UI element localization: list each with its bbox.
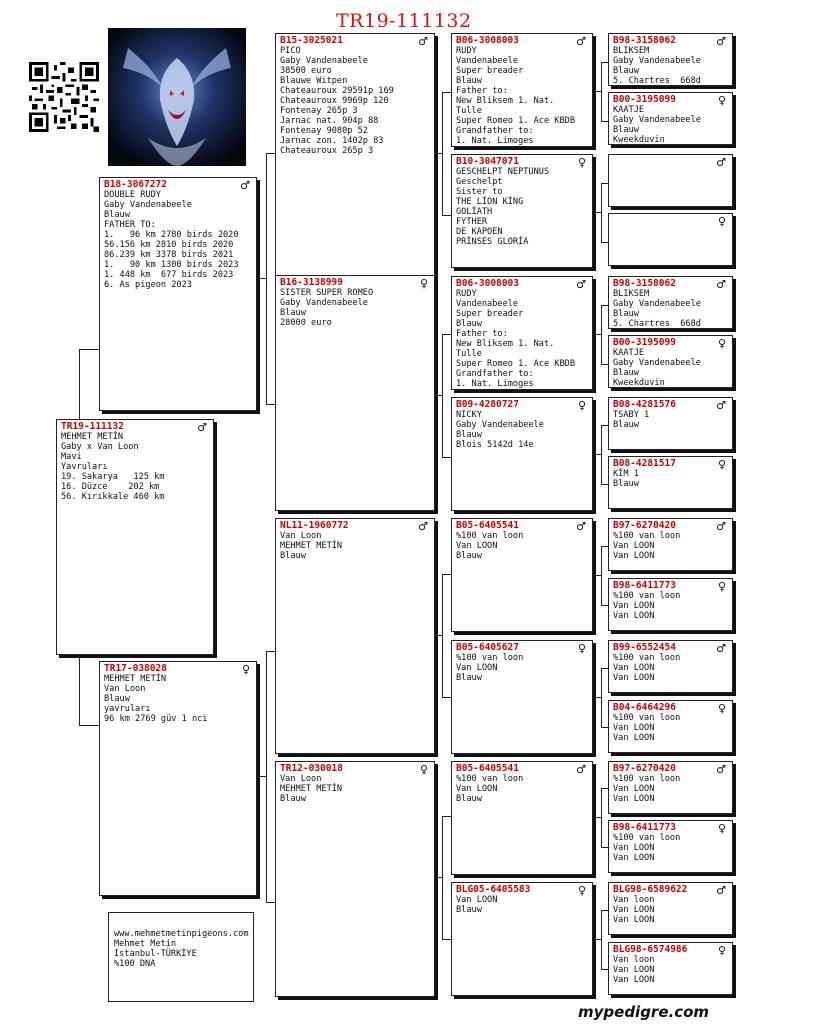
bird-card-ddds[interactable] xyxy=(608,882,733,935)
connector-line xyxy=(601,305,608,365)
male-icon: ♂ xyxy=(197,421,207,434)
ring-number: BLG05-6405583 xyxy=(456,884,531,895)
ring-number: B05-6405541 xyxy=(456,520,519,531)
detail-line: %100 van loon xyxy=(456,653,524,663)
bird-details xyxy=(613,105,728,145)
detail-line: 1. Nat. Limoges xyxy=(456,136,534,146)
connector-line xyxy=(594,575,601,576)
bird-details xyxy=(613,348,728,388)
bird-card-dam[interactable] xyxy=(99,661,257,896)
detail-line: Van LOON xyxy=(613,611,655,621)
bird-card-sdsd[interactable] xyxy=(608,335,733,388)
ring-number: B09-4280727 xyxy=(456,399,519,410)
detail-line: DOUBLE RUDY xyxy=(104,190,161,200)
connector-line xyxy=(436,395,442,396)
female-icon: ♀ xyxy=(419,763,428,776)
ring-number: BLG98-6589622 xyxy=(613,884,688,895)
ring-number: B98-6411773 xyxy=(613,822,676,833)
female-icon: ♀ xyxy=(717,702,726,715)
detail-line: Chateauroux 9969p 120 xyxy=(280,96,389,106)
detail-line: %100 van loon xyxy=(613,774,681,784)
ring-number: TR19-111132 xyxy=(61,421,124,432)
male-icon: ♂ xyxy=(240,179,250,192)
male-icon: ♂ xyxy=(576,278,586,291)
female-icon: ♀ xyxy=(577,642,586,655)
connector-line xyxy=(442,816,451,940)
detail-line: 16. Düzce 202 km xyxy=(61,482,160,492)
bird-card-subject[interactable] xyxy=(56,419,214,655)
bird-details xyxy=(613,289,728,329)
bird-details xyxy=(280,46,430,156)
connector-line xyxy=(594,454,601,455)
detail-line: 5. Chartres 668d xyxy=(613,76,701,86)
detail-line: Blauw xyxy=(613,66,639,76)
bird-details xyxy=(613,713,728,743)
female-icon: ♀ xyxy=(717,337,726,350)
detail-line: Super breader xyxy=(456,309,524,319)
detail-line: Tulle xyxy=(456,349,482,359)
detail-line: Mavi xyxy=(61,452,82,462)
detail-line: RUDY xyxy=(456,46,477,56)
detail-line: Van Loon xyxy=(280,531,322,541)
male-icon: ♂ xyxy=(716,156,726,169)
detail-line: Sister to xyxy=(456,187,503,197)
ring-number: B98-6411773 xyxy=(613,580,676,591)
detail-line: KAATJE xyxy=(613,105,645,115)
detail-line: Yavruları xyxy=(61,462,108,472)
detail-line: MEHMET METİN xyxy=(104,674,167,684)
qr-code[interactable] xyxy=(29,62,99,132)
detail-line: Van loon xyxy=(613,955,655,965)
male-icon: ♂ xyxy=(576,35,586,48)
brand-logo[interactable]: mypedigre.com xyxy=(578,1003,710,1021)
detail-line: 5. Chartres 668d xyxy=(613,319,701,329)
male-icon: ♂ xyxy=(576,763,586,776)
detail-line: Blauw xyxy=(456,76,482,86)
detail-line: Gaby Vandenabeele xyxy=(280,298,368,308)
detail-line: Gaby Vandenabeele xyxy=(104,200,192,210)
bird-details xyxy=(613,774,728,804)
bird-details xyxy=(61,432,209,502)
detail-line: Vandenabeele xyxy=(456,299,519,309)
male-icon: ♂ xyxy=(716,520,726,533)
detail-line: 6. As pigeon 2023 xyxy=(104,280,192,290)
bird-card-ssdd[interactable] xyxy=(608,213,733,266)
bird-details xyxy=(456,774,588,804)
ring-number: B10-3047071 xyxy=(456,156,519,167)
detail-line: Blauw xyxy=(613,420,639,430)
detail-line: 96 km 2769 güv 1 nci xyxy=(104,714,208,724)
connector-line xyxy=(266,651,275,903)
connector-line xyxy=(79,655,80,725)
male-icon: ♂ xyxy=(716,642,726,655)
female-icon: ♀ xyxy=(717,944,726,957)
connector-line xyxy=(594,697,601,698)
detail-line: New Bliksem 1. Nat. xyxy=(456,339,555,349)
detail-line: Blauw xyxy=(456,319,482,329)
detail-line: Van LOON xyxy=(613,673,655,683)
ring-number: TR12-030018 xyxy=(280,763,343,774)
connector-line xyxy=(442,574,451,698)
detail-line: 19. Sakarya 125 km xyxy=(61,472,165,482)
detail-line: KAATJE xyxy=(613,348,645,358)
detail-line: 1. 90 km 1300 birds 2023 xyxy=(104,260,239,270)
detail-line: Van LOON xyxy=(613,601,655,611)
detail-line: Van LOON xyxy=(613,794,655,804)
detail-line: 1. 448 km 677 birds 2023 xyxy=(104,270,234,280)
male-icon: ♂ xyxy=(716,763,726,776)
detail-line: Van LOON xyxy=(613,733,655,743)
detail-line: Van LOON xyxy=(613,915,655,925)
bird-card-dsdd[interactable] xyxy=(608,700,733,753)
detail-line: 86.239 km 3378 birds 2021 xyxy=(104,250,234,260)
connector-line xyxy=(79,349,80,419)
detail-line: Vandenabeele xyxy=(456,56,519,66)
detail-line: %100 van loon xyxy=(456,774,524,784)
bird-card-ddsd[interactable] xyxy=(608,820,733,873)
female-icon: ♀ xyxy=(717,94,726,107)
female-icon: ♀ xyxy=(419,277,428,290)
bird-card-ddd[interactable] xyxy=(451,882,593,996)
male-icon: ♂ xyxy=(716,884,726,897)
detail-line: Van LOON xyxy=(613,551,655,561)
detail-line: 28000 euro xyxy=(280,318,332,328)
detail-line: Blauw xyxy=(613,125,639,135)
bird-details xyxy=(280,774,430,804)
bird-details xyxy=(104,674,252,724)
detail-line: Chateauroux 265p 3 xyxy=(280,146,374,156)
male-icon: ♂ xyxy=(418,520,428,533)
female-icon: ♀ xyxy=(577,884,586,897)
bird-details xyxy=(456,653,588,683)
detail-line: yavruları xyxy=(104,704,151,714)
detail-line: Tulle xyxy=(456,106,482,116)
ring-number: B05-6405627 xyxy=(456,642,519,653)
detail-line: BLIKSEM xyxy=(613,289,650,299)
detail-line: TSABY 1 xyxy=(613,410,650,420)
ring-number: B18-3067272 xyxy=(104,179,167,190)
detail-line: Gaby Vandenabeele xyxy=(613,115,701,125)
detail-line: %100 van loon xyxy=(613,653,681,663)
detail-line: Grandfather to: xyxy=(456,126,534,136)
detail-line: Blauwe Witpen xyxy=(280,76,348,86)
bird-card-ssds[interactable] xyxy=(608,154,733,207)
bird-card-ssss[interactable] xyxy=(608,33,733,86)
connector-line xyxy=(594,939,601,940)
detail-line: PRİNSES GLORİA xyxy=(456,237,529,247)
detail-line: Blauw xyxy=(456,794,482,804)
female-icon: ♀ xyxy=(577,399,586,412)
detail-line: MEHMET METİN xyxy=(280,784,343,794)
detail-line: Fontenay 265p 3 xyxy=(280,106,358,116)
connector-line xyxy=(436,153,442,154)
detail-line: 1. Nat. Limoges xyxy=(456,379,534,389)
detail-line: Jarnac zon. 1402p 83 xyxy=(280,136,384,146)
bird-card-ddss[interactable] xyxy=(608,761,733,814)
detail-line: 38500 euro xyxy=(280,66,332,76)
bird-details xyxy=(456,410,588,450)
detail-line: %100 van loon xyxy=(613,833,681,843)
bird-details xyxy=(280,531,430,561)
ring-number: B05-6405541 xyxy=(456,763,519,774)
connector-line xyxy=(594,817,601,818)
bird-details xyxy=(613,410,728,430)
detail-line: Van LOON xyxy=(456,541,498,551)
connector-line xyxy=(601,546,608,606)
detail-line: Van LOON xyxy=(613,965,655,975)
detail-line: Blauw xyxy=(280,551,306,561)
female-icon: ♀ xyxy=(717,822,726,835)
detail-line: Gaby Vandenabeele xyxy=(280,56,368,66)
bird-card-ssd[interactable] xyxy=(451,154,593,268)
detail-line: FATHER TO: xyxy=(104,220,156,230)
connector-line xyxy=(258,278,266,279)
detail-line: Super breader xyxy=(456,66,524,76)
dragon-artwork-icon xyxy=(108,28,246,166)
detail-line: Geschelpt xyxy=(456,177,503,187)
detail-line: Fontenay 9080p 52 xyxy=(280,126,368,136)
detail-line: Gaby Vandenabeele xyxy=(613,56,701,66)
bird-details xyxy=(456,531,588,561)
connector-line xyxy=(436,877,442,878)
bird-card-dam-dam[interactable] xyxy=(275,761,435,997)
connector-line xyxy=(79,725,99,726)
bird-card-dssd[interactable] xyxy=(608,578,733,631)
owner-dna-note: %100 DNA xyxy=(114,959,156,969)
bird-card-dsd[interactable] xyxy=(451,640,593,754)
connector-line xyxy=(601,788,608,848)
detail-line: Blauw xyxy=(456,430,482,440)
bird-details xyxy=(613,469,728,489)
detail-line: Van LOON xyxy=(456,895,498,905)
female-icon: ♀ xyxy=(717,580,726,593)
detail-line: PICO xyxy=(280,46,301,56)
connector-line xyxy=(258,776,266,777)
owner-location: Istanbul-TÜRKİYE xyxy=(114,949,197,959)
male-icon: ♂ xyxy=(716,278,726,291)
pedigree-title: TR19-111132 xyxy=(336,10,472,32)
male-icon: ♂ xyxy=(418,35,428,48)
bird-details xyxy=(613,591,728,621)
detail-line: Jarnac nat. 904p 88 xyxy=(280,116,379,126)
bird-details xyxy=(613,46,728,86)
bird-details xyxy=(613,895,728,925)
bird-card-sds[interactable] xyxy=(451,276,593,390)
detail-line: Van LOON xyxy=(613,975,655,985)
bird-card-sire[interactable] xyxy=(99,177,257,411)
bird-card-sdss[interactable] xyxy=(608,276,733,329)
bird-card-sdd[interactable] xyxy=(451,397,593,511)
detail-line: Super Romeo 1. Ace KBDB xyxy=(456,359,575,369)
detail-line: Van LOON xyxy=(456,784,498,794)
connector-line xyxy=(601,425,608,485)
detail-line: Blauw xyxy=(456,905,482,915)
detail-line: Blauw xyxy=(613,309,639,319)
detail-line: Father to: xyxy=(456,86,508,96)
bird-details xyxy=(613,955,728,985)
detail-line: Grandfather to: xyxy=(456,369,534,379)
male-icon: ♂ xyxy=(716,399,726,412)
detail-line: THE LİON KİNG xyxy=(456,197,524,207)
connector-line xyxy=(79,349,99,350)
detail-line: GOLİATH xyxy=(456,207,493,217)
detail-line: Blauw xyxy=(456,551,482,561)
detail-line: Van LOON xyxy=(613,905,655,915)
bird-photo xyxy=(108,28,246,166)
detail-line: Kweekduvin xyxy=(613,378,665,388)
detail-line: GESCHELPT NEPTUNUS xyxy=(456,167,550,177)
detail-line: %100 van loon xyxy=(613,531,681,541)
detail-line: Blauw xyxy=(456,673,482,683)
ring-number: NL11-1960772 xyxy=(280,520,349,531)
detail-line: MEHMET METİN xyxy=(61,432,124,442)
detail-line: DE KAPOEN xyxy=(456,227,503,237)
detail-line: Blauw xyxy=(280,308,306,318)
ring-number: B00-3195099 xyxy=(613,337,676,348)
detail-line: Van Loon xyxy=(104,684,146,694)
detail-line: NICKY xyxy=(456,410,482,420)
detail-line: 56. Kırıkkale 460 km xyxy=(61,492,165,502)
ring-number: BLG98-6574986 xyxy=(613,944,688,955)
detail-line: 1. 96 km 2780 birds 2020 xyxy=(104,230,239,240)
connector-line xyxy=(442,92,451,216)
bird-card-dds[interactable] xyxy=(451,761,593,875)
connector-line xyxy=(436,635,442,636)
detail-line: Van LOON xyxy=(456,663,498,673)
ring-number: TR17-038028 xyxy=(104,663,167,674)
detail-line: %100 van loon xyxy=(613,591,681,601)
connector-line xyxy=(594,91,601,92)
bird-card-dsss[interactable] xyxy=(608,518,733,571)
ring-number: B00-3195099 xyxy=(613,94,676,105)
detail-line: Gaby Vandenabeele xyxy=(456,420,544,430)
detail-line: New Bliksem 1. Nat. xyxy=(456,96,555,106)
connector-line xyxy=(594,334,601,335)
bird-details xyxy=(456,46,588,146)
female-icon: ♀ xyxy=(241,663,250,676)
detail-line: SISTER SUPER ROMEO xyxy=(280,288,374,298)
bird-card-sire-dam[interactable] xyxy=(275,275,435,511)
detail-line: Blois 5142d 14e xyxy=(456,440,534,450)
ring-number: B08-4281517 xyxy=(613,458,676,469)
detail-line: Father to: xyxy=(456,329,508,339)
detail-line: Van LOON xyxy=(613,723,655,733)
detail-line: FYTHER xyxy=(456,217,488,227)
connector-line xyxy=(266,153,275,405)
detail-line: Gaby Vandenabeele xyxy=(613,299,701,309)
female-icon: ♀ xyxy=(577,156,586,169)
bird-card-dsds[interactable] xyxy=(608,640,733,693)
bird-details xyxy=(456,895,588,915)
ring-number: B16-3138999 xyxy=(280,277,343,288)
detail-line: BLIKSEM xyxy=(613,46,650,56)
ring-number: B06-3008003 xyxy=(456,278,519,289)
male-icon: ♂ xyxy=(576,520,586,533)
detail-line: 56.156 km 2810 birds 2020 xyxy=(104,240,234,250)
detail-line: Blauw xyxy=(104,210,130,220)
bird-card-sssd[interactable] xyxy=(608,92,733,145)
detail-line: Gaby x Van Loon xyxy=(61,442,139,452)
ring-number: B97-6270420 xyxy=(613,763,676,774)
connector-line xyxy=(601,183,608,243)
connector-line xyxy=(601,910,608,970)
detail-line: Chateauroux 29591p 169 xyxy=(280,86,394,96)
detail-line: Blauw xyxy=(104,694,130,704)
ring-number: B04-6464296 xyxy=(613,702,676,713)
detail-line: Van LOON xyxy=(613,784,655,794)
detail-line: %100 van loon xyxy=(613,713,681,723)
detail-line: KİM 1 xyxy=(613,469,639,479)
connector-line xyxy=(601,62,608,122)
detail-line: Van loon xyxy=(613,895,655,905)
detail-line: Van Loon xyxy=(280,774,322,784)
female-icon: ♀ xyxy=(717,215,726,228)
detail-line: Super Romeo 1. Ace KBDB xyxy=(456,116,575,126)
bird-card-dss[interactable] xyxy=(451,518,593,632)
bird-card-dddd[interactable] xyxy=(608,942,733,995)
bird-card-sdds[interactable] xyxy=(608,397,733,450)
detail-line: Blauw xyxy=(280,794,306,804)
connector-line xyxy=(594,212,601,213)
bird-details xyxy=(456,167,588,247)
detail-line: Van LOON xyxy=(613,853,655,863)
detail-line: Van LOON xyxy=(613,843,655,853)
ring-number: B15-3025021 xyxy=(280,35,343,46)
detail-line: Kweekduvin xyxy=(613,135,665,145)
bird-details xyxy=(104,190,252,290)
female-icon: ♀ xyxy=(717,458,726,471)
detail-line: Blauw xyxy=(613,368,639,378)
male-icon: ♂ xyxy=(716,35,726,48)
owner-name: Mehmet Metin xyxy=(114,939,177,949)
bird-details xyxy=(456,289,588,389)
bird-details xyxy=(280,288,430,328)
owner-website[interactable]: www.mehmetmetinpigeons.com xyxy=(114,929,249,939)
bird-card-sss[interactable] xyxy=(451,33,593,147)
detail-line: Gaby Vandenabeele xyxy=(613,358,701,368)
ring-number: B98-3158062 xyxy=(613,35,676,46)
detail-line: %100 van loon xyxy=(456,531,524,541)
connector-line xyxy=(601,668,608,728)
ring-number: B06-3008003 xyxy=(456,35,519,46)
detail-line: RUDY xyxy=(456,289,477,299)
detail-line: Blauw xyxy=(613,479,639,489)
ring-number: B98-3158062 xyxy=(613,278,676,289)
detail-line: Van LOON xyxy=(613,541,655,551)
bird-details xyxy=(613,531,728,561)
bird-card-sddd[interactable] xyxy=(608,456,733,509)
bird-details xyxy=(613,653,728,683)
owner-info-box xyxy=(108,912,254,1002)
bird-card-dam-sire[interactable] xyxy=(275,518,435,754)
connector-line xyxy=(442,334,451,458)
detail-line: Van LOON xyxy=(613,663,655,673)
ring-number: B08-4281576 xyxy=(613,399,676,410)
ring-number: B99-6552454 xyxy=(613,642,676,653)
ring-number: B97-6270420 xyxy=(613,520,676,531)
detail-line: MEHMET METİN xyxy=(280,541,343,551)
bird-details xyxy=(613,833,728,863)
